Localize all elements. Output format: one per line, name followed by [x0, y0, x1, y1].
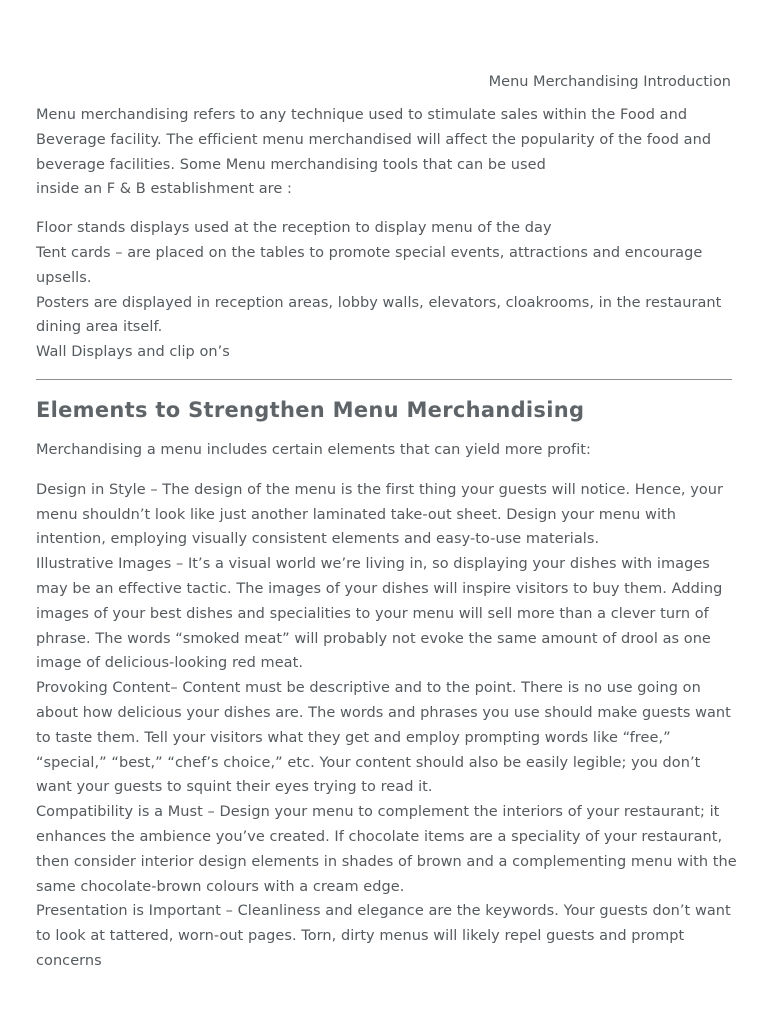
document-body	[36, 103, 738, 974]
intro-text-continued: inside an F & B establishment are :	[36, 181, 292, 198]
intro-paragraph	[36, 103, 738, 202]
element-item: Illustrative Images – It’s a visual world we’re living in, so displaying your dishes with images may be an effective tactic. The images of your dishes will inspire visitors to buy them. Adding images of your best dishes and specialities to your menu will sell more than a clever turn of phrase. The words “smoked meat” will probably not evoke the same amount of drool as one image of delicious-looking red meat.	[36, 556, 723, 672]
tool-item: Wall Displays and clip on’s	[36, 344, 230, 361]
section-lead: Merchandising a menu includes certain elements that can yield more profit:	[36, 441, 591, 458]
elements-list	[36, 478, 738, 974]
tool-item: Tent cards – are placed on the tables to promote special events, attractions and encourage upsells.	[36, 244, 703, 286]
element-item: Compatibility is a Must – Design your menu to complement the interiors of your restaurant; it enhances the ambience you’ve created. If chocolate items are a speciality of your restaurant, then consider interior design elements in shades of brown and a complementing menu with the same chocolate-brown colours with a cream edge.	[36, 804, 737, 895]
element-item: Design in Style – The design of the menu is the first thing your guests will notice. Hence, your menu shouldn’t look like just another laminated take-out sheet. Design your menu with intention, employing visually consistent elements and easy-to-use materials.	[36, 481, 724, 548]
section-heading: Elements to Strengthen Menu Merchandising	[36, 397, 585, 422]
element-item: Presentation is Important – Cleanliness and elegance are the keywords. Your guests don’t want to look at tattered, worn-out pages. Torn, dirty menus will likely repel guests and prompt concerns	[36, 903, 731, 969]
tools-list	[36, 216, 738, 365]
element-item: Provoking Content– Content must be descriptive and to the point. There is no use going on about how delicious your dishes are. The words and phrases you use should make guests want to taste them. Tell your visitors what they get and employ prompting words like “free,” “special,” “best,” “chef’s choice,” etc. Your content should also be easily legible; you don’t want your guests to squint their eyes trying to read it.	[36, 680, 731, 796]
running-header-title: Menu Merchandising Introduction	[488, 74, 731, 90]
section-divider	[36, 379, 732, 380]
tool-item: Floor stands displays used at the reception to display menu of the day	[36, 220, 552, 237]
tool-item: Posters are displayed in reception areas, lobby walls, elevators, cloakrooms, in the restaurant dining area itself.	[36, 294, 722, 336]
intro-text: Menu merchandising refers to any technique used to stimulate sales within the Food and Beverage facility. The efficient menu merchandised will affect the popularity of the food and beverage facilities. Some Menu merchandising tools that can be used	[36, 107, 712, 173]
